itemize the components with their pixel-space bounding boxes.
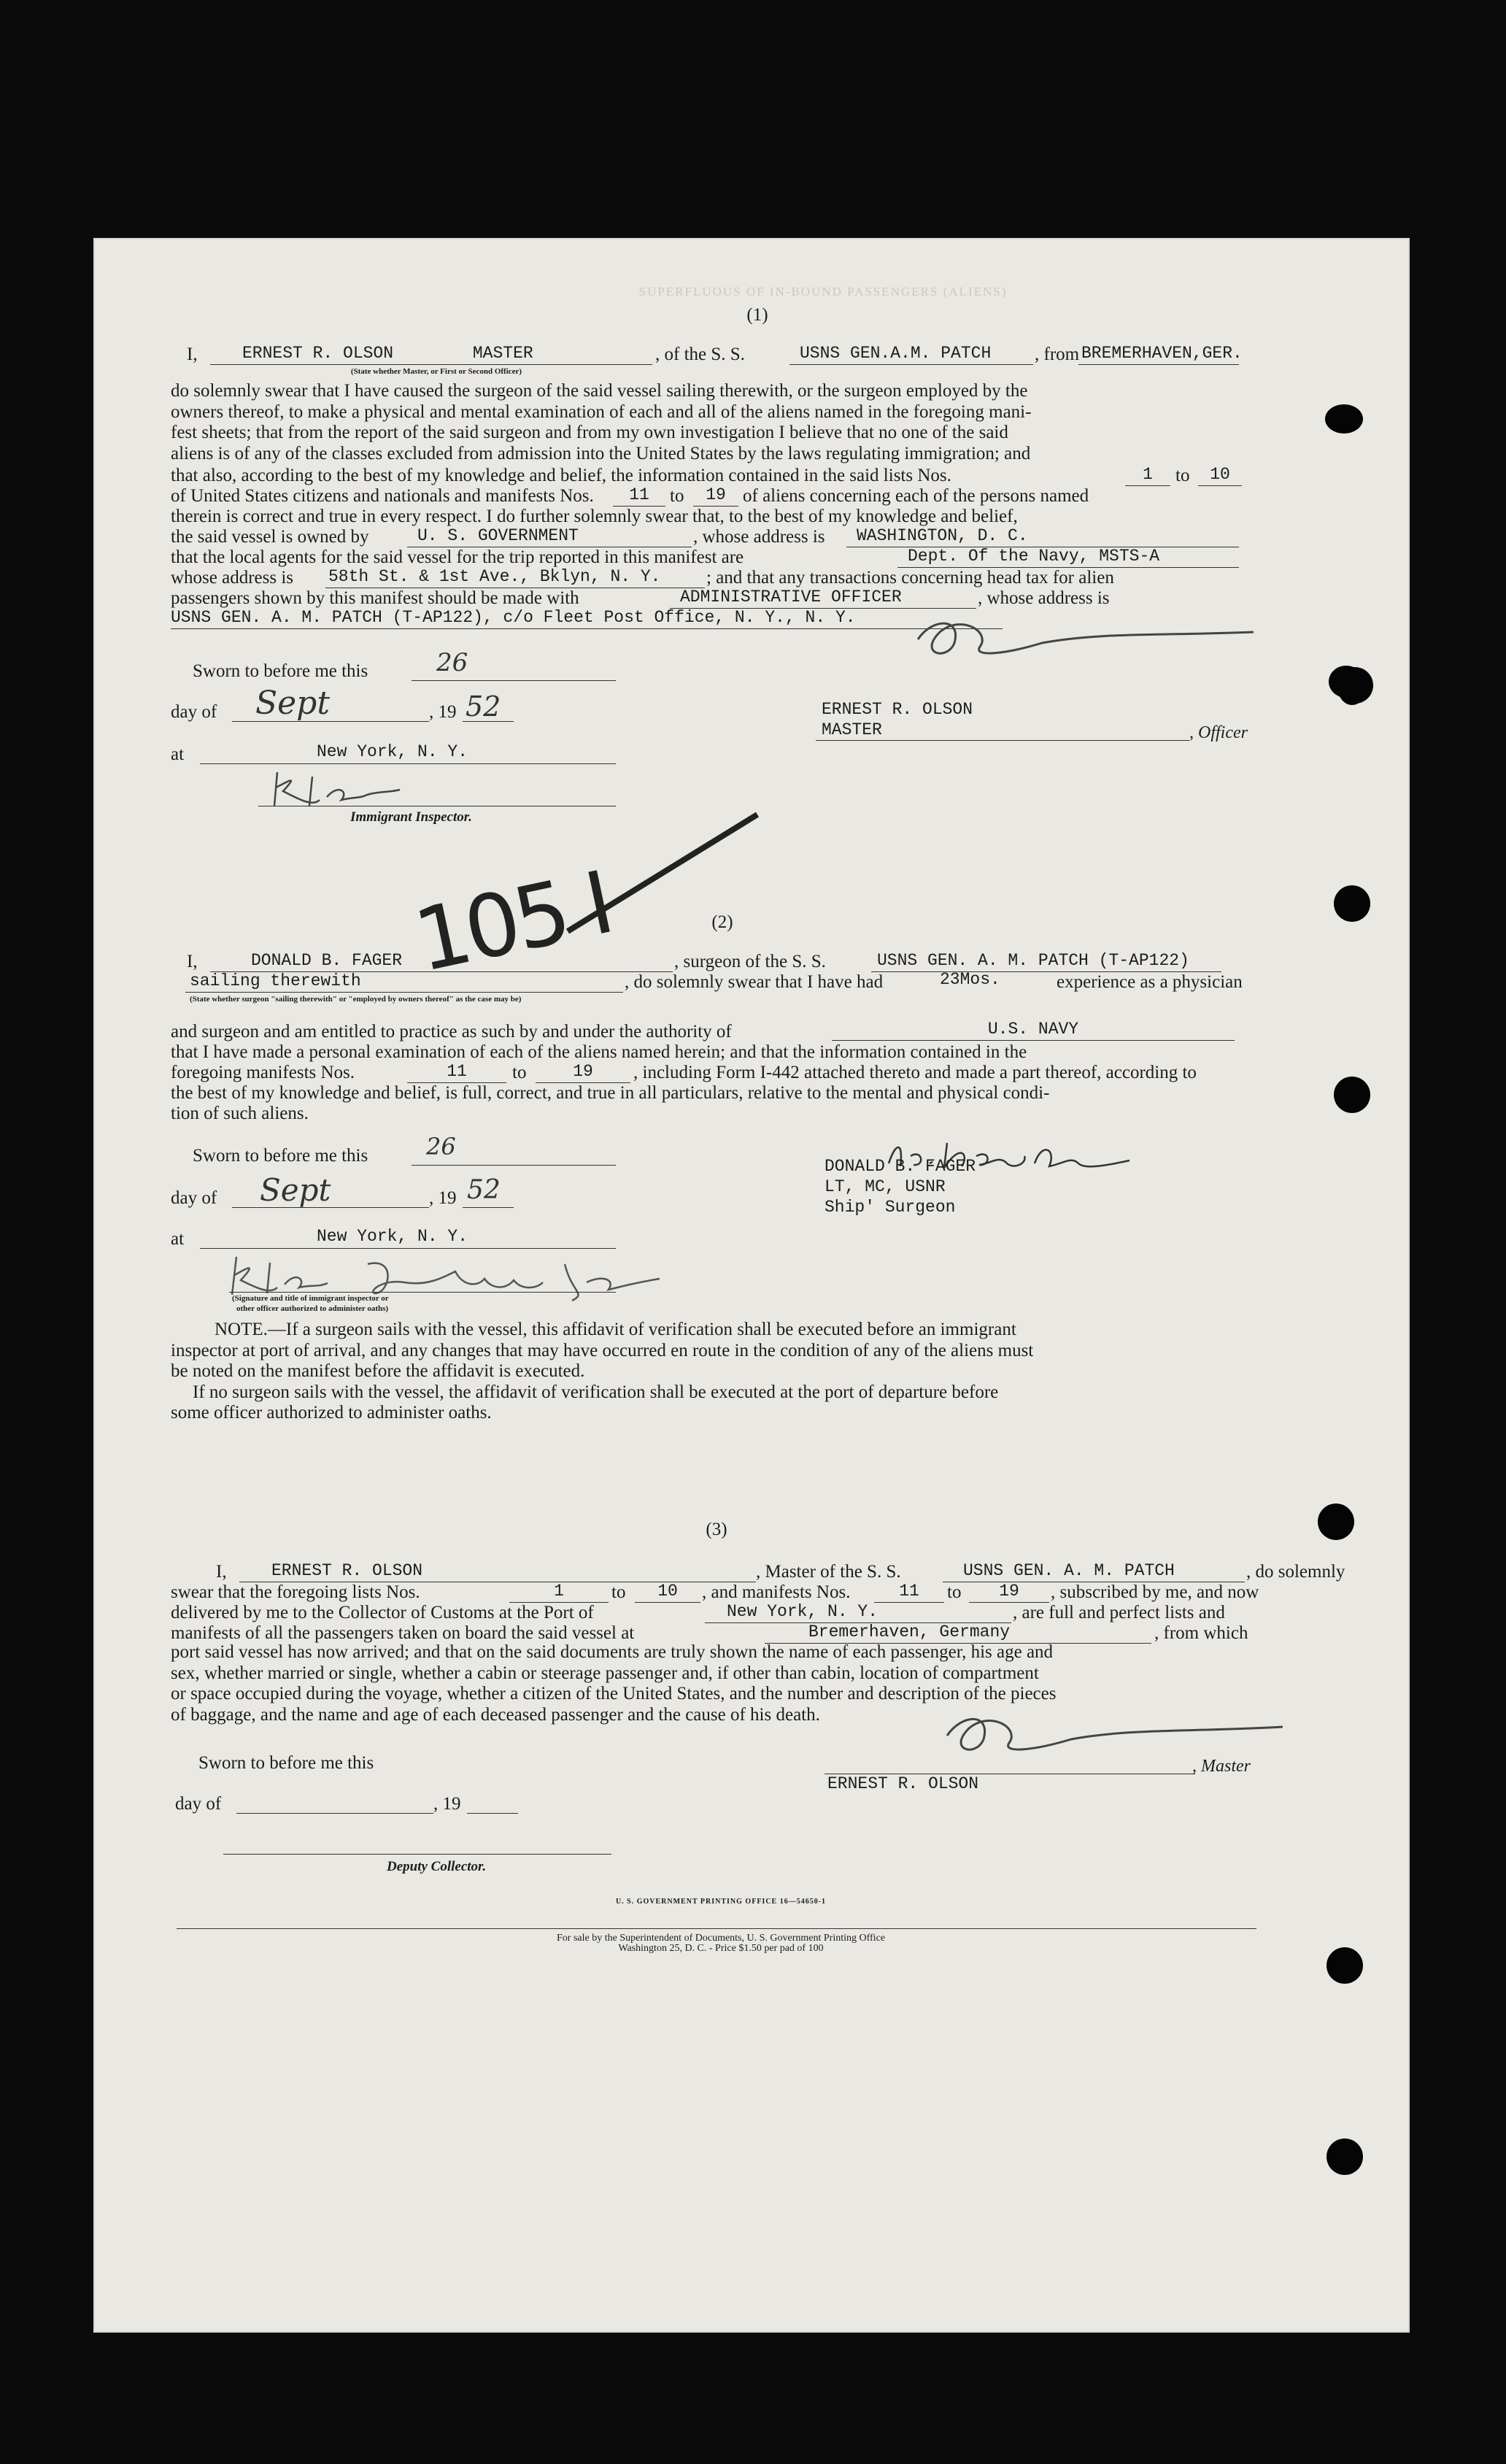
section-1-body-line: owners thereof, to make a physical and mental examination of each and all of the aliens named in the foregoing mani- [171,401,1032,422]
punch-hole [1327,1947,1363,1984]
section-1-from-label: , from [1035,344,1080,364]
section-2-note2-line: some officer authorized to administer oaths. [171,1403,492,1423]
section-3-port-field: New York, N. Y. [705,1601,1011,1623]
section-3-body-line: sex, whether married or single, whether a cabin or steerage passenger and, if other than cabin, location of compartment [171,1663,1039,1683]
section-1-contact-field: ADMINISTRATIVE OFFICER [670,587,976,609]
section-3-vessel-field: USNS GEN. A. M. PATCH [943,1560,1245,1582]
section-1-rank: MASTER [472,344,533,363]
section-1-intro: I, [187,344,198,364]
section-1-name-field [210,343,652,365]
section-3-manifests-to-word: to [947,1582,962,1602]
section-3-manifests-label: , and manifests Nos. [702,1582,851,1602]
section-1-signer-name: ERNEST R. OLSON [822,700,973,719]
footer-rule [177,1928,1256,1929]
section-3-lists-to-word: to [611,1582,626,1602]
section-2-note-line: —If a surgeon sails with the vessel, this affidavit of verification shall be executed before an immigrant [267,1320,1016,1339]
gpo-imprint: U. S. GOVERNMENT PRINTING OFFICE 16—54650-1 [615,1898,827,1906]
section-2-note-first [171,1320,1265,1341]
section-1-year-suffix: 52 [466,690,501,723]
section-2-place: New York, N. Y. [317,1227,468,1246]
section-3-name-field: ERNEST R. OLSON [239,1560,756,1582]
section-1-origin-field: BREMERHAVEN,GER. [1078,343,1239,365]
sale-notice-1: For sale by the Superintendent of Documents, U. S. Government Printing Office [557,1933,885,1944]
section-3-master-label: , Master of the S. S. [756,1562,901,1582]
section-1-owner-address-label: , whose address is [693,527,825,547]
section-2-manifests-label: foregoing manifests Nos. [171,1063,355,1082]
section-3-perfect: , are full and perfect lists and [1013,1603,1225,1622]
section-1-owned-by-label: the said vessel is owned by [171,527,369,547]
punch-hole [1334,885,1370,922]
section-3-month-line [236,1813,433,1814]
section-2-swear-label: , do solemnly swear that I have had [625,972,884,992]
section-3-deputy-line [223,1854,611,1855]
section-1-year-prefix: , 19 [429,702,457,722]
section-1-contact-address-field: USNS GEN. A. M. PATCH (T-AP122), c/o Fleet Post Office, N. Y., N. Y. [171,607,1003,629]
section-1-contact-address-label: , whose address is [978,588,1110,608]
section-2-best-line: the best of my knowledge and belief, is full, correct, and true in all particulars, relative to the mental and physical condi- [171,1083,1050,1103]
section-2-sworn-day: 26 [426,1133,456,1160]
section-3-lists-to: 10 [635,1581,700,1603]
section-3-number: (3) [706,1520,727,1539]
section-2-year-prefix: , 19 [429,1188,457,1208]
section-2-sig-note-2: other officer authorized to administer oaths) [236,1304,389,1313]
section-2-note-label: NOTE. [215,1320,268,1339]
section-1-place: New York, N. Y. [317,742,468,761]
section-1-agents-label: that the local agents for the said vessel for the trip reported in this manifest are [171,547,744,567]
section-2-name-field: DONALD B. FAGER [210,950,673,972]
master-signature-3 [940,1699,1290,1765]
section-2-manifests-from: 11 [407,1061,506,1083]
section-2-at-label: at [171,1229,185,1249]
section-3-body-line: of baggage, and the name and age of each deceased passenger and the cause of his death. [171,1704,820,1725]
section-2-note-line: be noted on the manifest before the affidavit is executed. [171,1361,585,1382]
section-3-from-which: , from which [1154,1623,1248,1643]
section-2-status-note: (State whether surgeon "sailing therewith" or "employed by owners thereof" as the case may be) [190,995,522,1004]
section-1-owner-address-field: WASHINGTON, D. C. [846,525,1239,547]
section-2-experience: 23Mos. [940,970,1000,989]
section-3-year-line [467,1813,518,1814]
sale-notice-2: Washington 25, D. C. - Price $1.50 per pad of 100 [618,1943,824,1954]
section-1-manifests-text: of United States citizens and nationals and manifests Nos. [171,486,594,506]
section-2-day-of-label: day of [171,1188,217,1208]
section-1-manifests-from: 11 [613,485,665,507]
section-1-lists-to-word: to [1175,466,1190,485]
section-3-intro: I, [216,1562,227,1582]
section-1-passengers-label: passengers shown by this manifest should be made with [171,588,579,608]
section-2-year-suffix: 52 [467,1175,501,1205]
section-2-sig-note-1: (Signature and title of immigrant inspector or [232,1294,389,1303]
section-1-signer-line [816,740,1189,741]
punch-hole [1334,1077,1370,1113]
section-1-manifests-to-word: to [670,486,684,506]
section-3-embark-field: Bremerhaven, Germany [765,1622,1151,1644]
section-1-name: ERNEST R. OLSON [242,344,394,363]
section-1-agents-tail: ; and that any transactions concerning head tax for alien [706,568,1114,588]
section-2-sworn-day-line [412,1165,616,1166]
section-2-authority-label: and surgeon and am entitled to practice as such by and under the authority of [171,1022,732,1042]
section-1-lists-text: that also, according to the best of my knowledge and belief, the information contained in the said lists Nos. [171,466,951,485]
section-1-number: (1) [746,305,768,325]
section-2-manifests-to: 19 [536,1061,630,1083]
section-2-number: (2) [711,912,733,932]
section-2-note2-line: If no surgeon sails with the vessel, the affidavit of verification shall be executed at the port of departure before [193,1382,999,1402]
punch-hole [1329,666,1364,698]
master-signature-1 [911,603,1261,669]
section-2-signer-name: DONALD B. FAGER [825,1157,976,1176]
section-2-signer-title: Ship' Surgeon [825,1198,956,1217]
section-2-signer-rank: LT, MC, USNR [825,1177,946,1196]
punch-hole [1318,1504,1354,1540]
section-3-lists-label: swear that the foregoing lists Nos. [171,1582,420,1602]
section-1-at-label: at [171,744,185,764]
section-3-delivered-label: delivered by me to the Collector of Customs at the Port of [171,1603,594,1622]
section-1-lists-to: 10 [1198,464,1242,486]
section-1-agents-address-label: whose address is [171,568,294,588]
section-3-day-of-label: day of [175,1794,222,1814]
faint-header: SUPERFLUOUS OF IN-BOUND PASSENGERS (ALIENS) [638,285,1008,299]
section-3-body-line: port said vessel has now arrived; and that on the said documents are truly shown the name of each passenger, his age and [171,1642,1054,1662]
section-1-agents-address-field: 58th St. & 1st Ave., Bklyn, N. Y. [325,566,705,588]
section-2-vessel-field: USNS GEN. A. M. PATCH (T-AP122) [871,950,1221,972]
section-1-owner-field: U. S. GOVERNMENT [407,525,692,547]
section-1-lists-from: 1 [1125,464,1170,486]
section-2-authority-field: U.S. NAVY [832,1019,1235,1041]
section-2-manifests-tail: , including Form I-442 attached thereto and made a part thereof, according to [633,1063,1197,1082]
section-3-subscribed: , subscribed by me, and now [1051,1582,1259,1602]
section-2-month: Sept [260,1172,331,1208]
section-1-body [171,381,1265,464]
section-1-manifests-tail: of aliens concerning each of the persons named [743,486,1089,506]
section-3-body-line: or space occupied during the voyage, whether a citizen of the United States, and the number and description of the pieces [171,1684,1057,1704]
section-1-body-line: fest sheets; that from the report of the said surgeon and from my own investigation I believe that no one of the said [171,423,1008,443]
section-2-experience-tail: experience as a physician [1057,972,1243,992]
section-1-signer-title: MASTER [822,720,882,739]
section-2-surgeon-label: , surgeon of the S. S. [674,952,826,971]
section-3-manifests-of-label: manifests of all the passengers taken on board the said vessel at [171,1623,635,1643]
section-2-aliens-line: tion of such aliens. [171,1104,309,1123]
section-3-signer-name: ERNEST R. OLSON [827,1774,979,1793]
punch-hole [1327,2138,1363,2175]
handwritten-stamp: 105 I [406,852,618,992]
punch-hole [1325,404,1363,434]
section-1-agents-field: Dept. Of the Navy, MSTS-A [897,546,1239,568]
section-1-vessel-field: USNS GEN.A.M. PATCH [789,343,1033,365]
section-1-manifests-to: 19 [693,485,738,507]
section-3-manifests-from: 11 [874,1581,944,1603]
section-1-rank-note: (State whether Master, or First or Second Officer) [350,367,522,376]
section-1-month: Sept [255,685,331,722]
section-1-sworn-day: 26 [436,648,468,677]
section-3-solemnly: , do solemnly [1246,1562,1345,1582]
section-2-intro: I, [187,952,198,971]
section-1-body-line: do solemnly swear that I have caused the surgeon of the said vessel sailing therewith, or the surgeon employed by the [171,381,1028,401]
section-2-sworn-label: Sworn to before me this [193,1146,368,1166]
section-3-master-label: , Master [1192,1757,1251,1776]
section-2-year-line [463,1207,514,1208]
section-3-deputy-label: Deputy Collector. [387,1859,487,1874]
manifest-affidavit-page [93,238,1410,2333]
section-2-place-line [200,1248,616,1249]
section-1-sworn-label: Sworn to before me this [193,661,368,681]
section-2-manifests-to-word: to [512,1063,527,1082]
section-3-year-prefix: , 19 [433,1794,461,1814]
section-3-sworn-label: Sworn to before me this [198,1753,374,1773]
section-1-sworn-day-line [412,680,616,681]
section-2-sig-line [229,1292,616,1293]
section-1-day-of-label: day of [171,702,217,722]
section-1-of-ss-label: , of the S. S. [655,344,745,364]
section-1-officer-label: , Officer [1189,723,1248,742]
section-1-correct-line: therein is correct and true in every respect. I do further solemnly swear that, to the best of my knowledge and belief, [171,507,1018,526]
section-1-year-line [463,721,514,722]
section-1-inspector-label: Immigrant Inspector. [350,809,472,825]
section-1-body-line: aliens is of any of the classes excluded from admission into the United States by the laws regulating immigration; and [171,443,1031,463]
section-2-note [171,1320,1265,1424]
section-3-lists-from: 1 [509,1581,609,1603]
section-2-exam-line: that I have made a personal examination of each of the aliens named herein; and that the information contained in the [171,1042,1027,1062]
section-3-manifests-to: 19 [969,1581,1049,1603]
section-2-note-line: inspector at port of arrival, and any changes that may have occurred en route in the condition of any of the aliens must [171,1340,1034,1360]
section-2-status-field: sailing therewith [185,971,623,993]
